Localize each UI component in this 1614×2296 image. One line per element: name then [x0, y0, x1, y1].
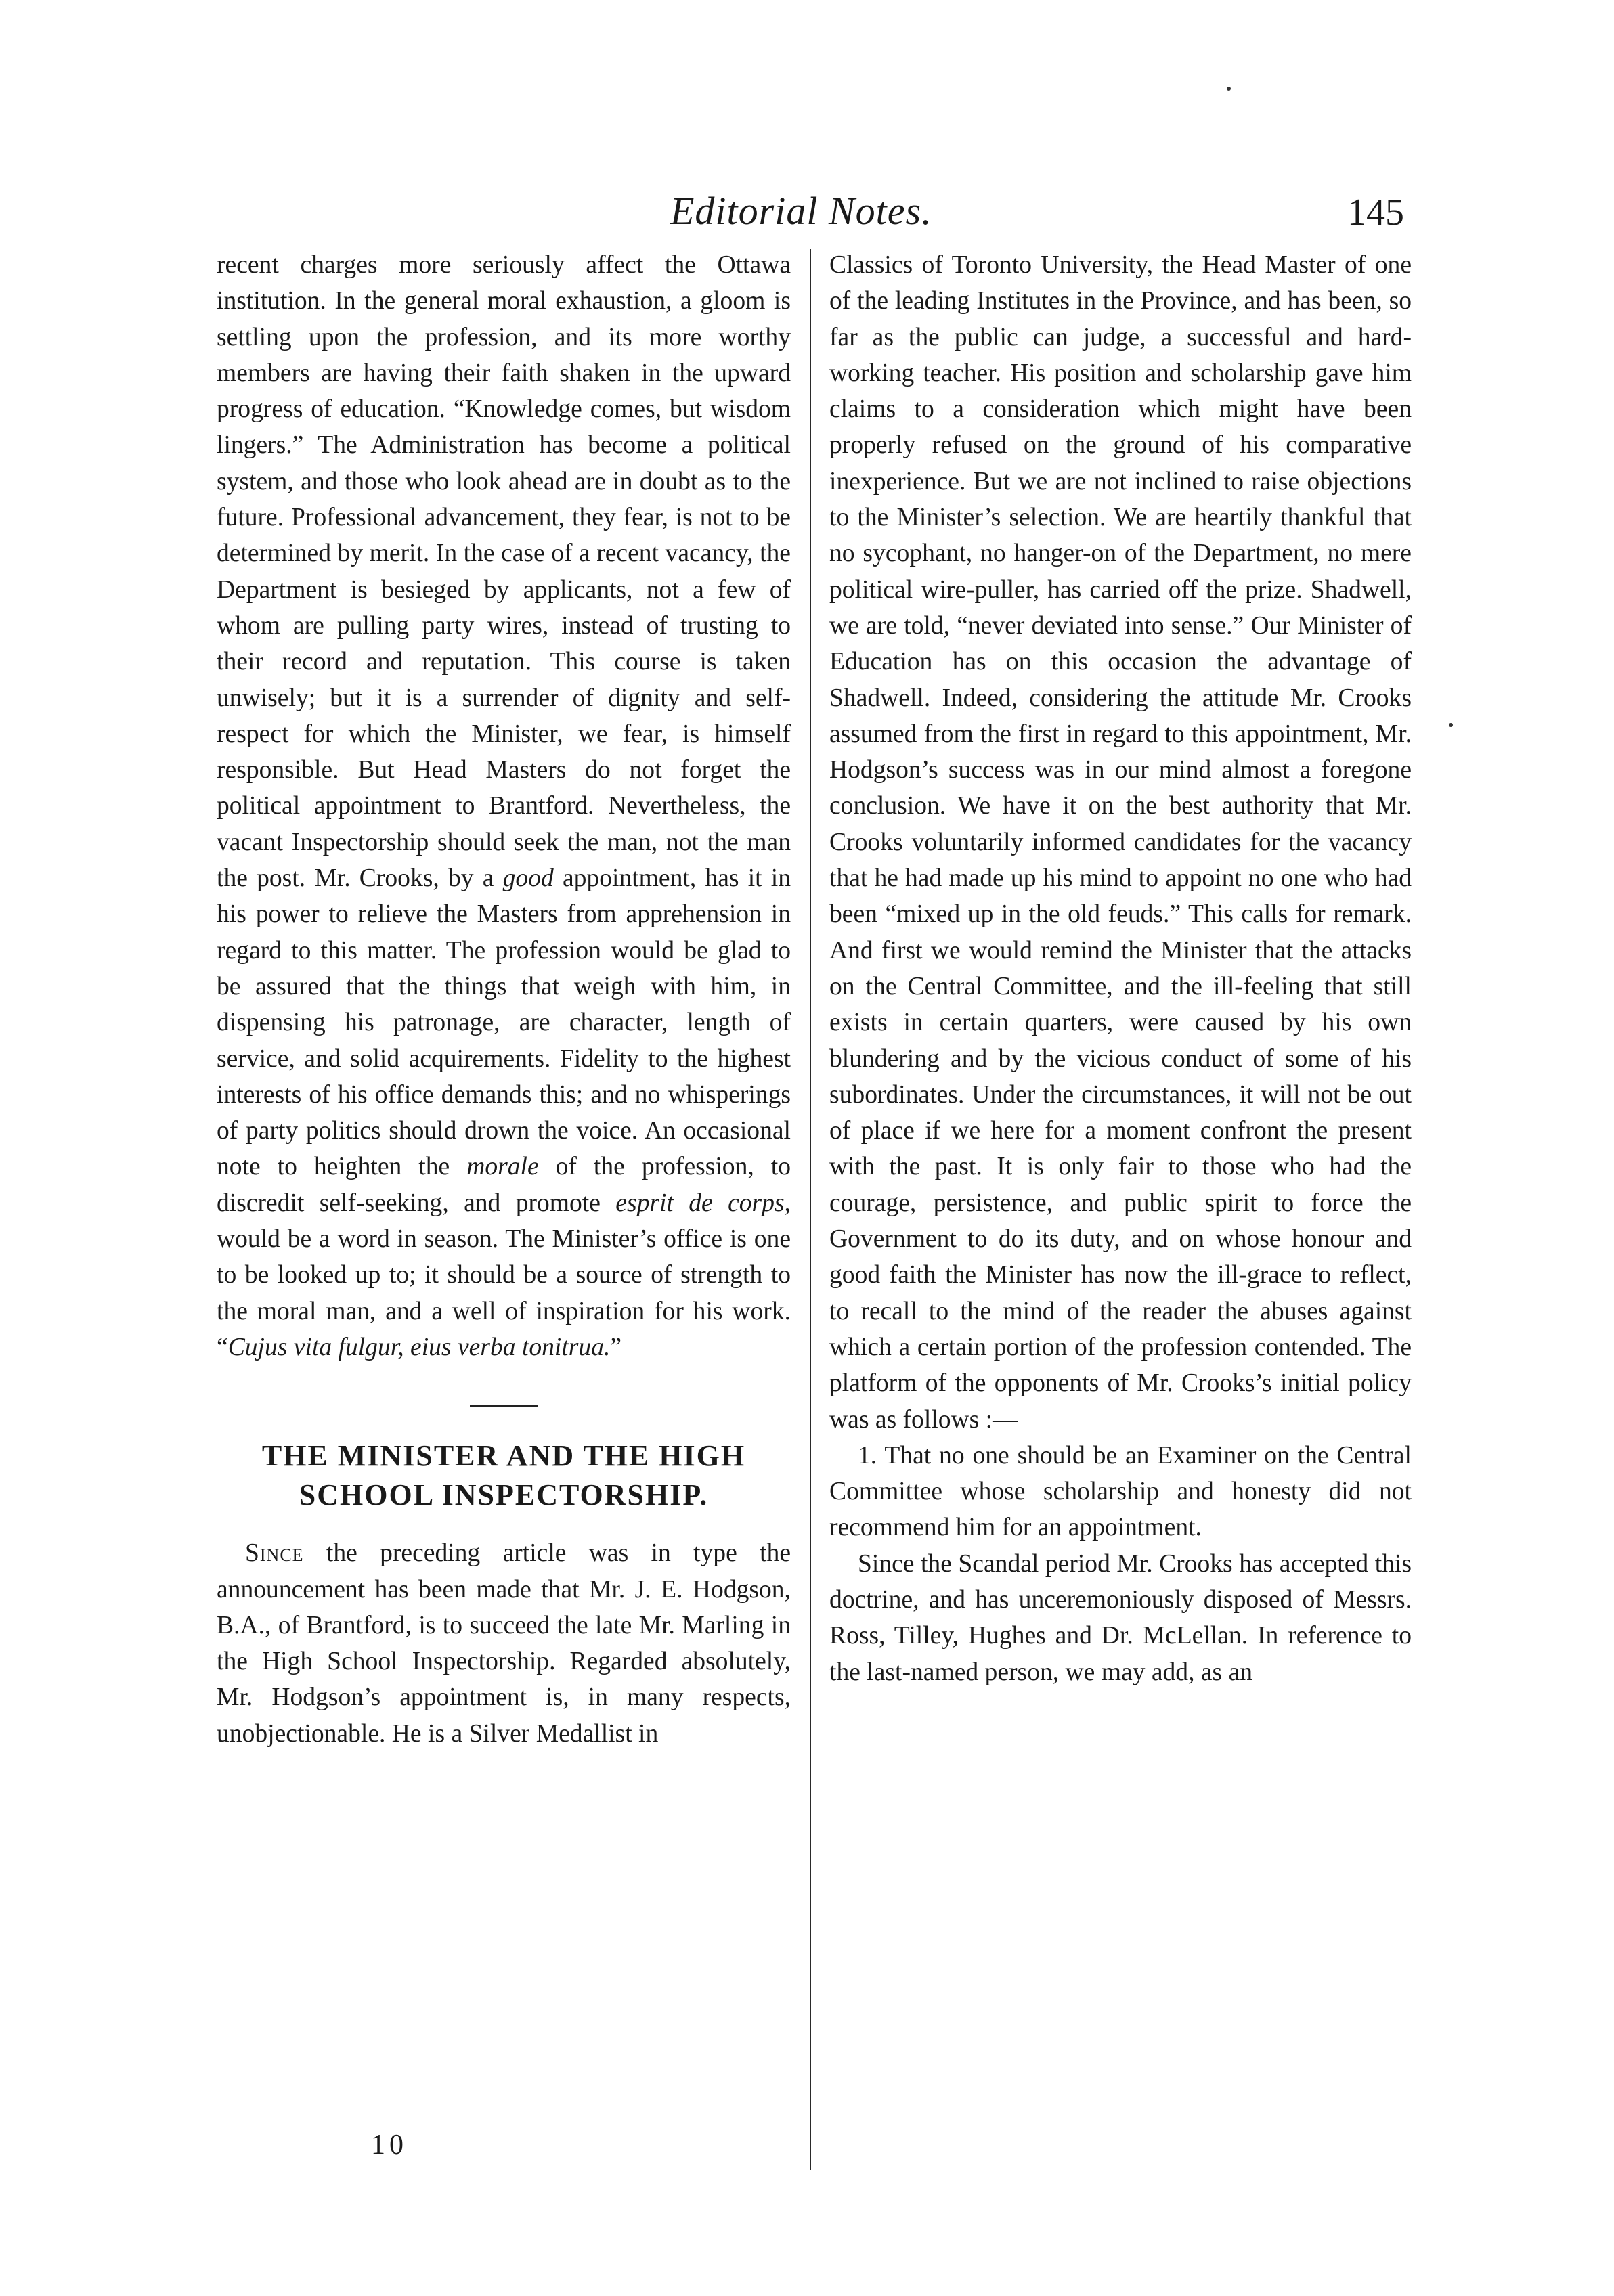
left-column — [217, 247, 791, 1752]
text-run: of the profession, to discredit self-seeking, and promote — [217, 1153, 791, 1217]
print-speck — [1227, 87, 1231, 91]
right-paragraph-1: Classics of Toronto University, the Head Master of one of the leading Institutes in the Province, and has been, so far as the public can judge, a successful and hard-working teacher. His position and scholarship gave him claims to a consideration which might have been properly refused on the ground of his comparative inexperience. But we are not inclined to raise objections to the Minister’s selection. We are heartily thankful that no sycophant, no hanger-on of the Department, no mere political wire-puller, has carried off the prize. Shadwell, we are told, “never deviated into sense.” Our Minister of Education has on this occasion the advantage of Shadwell. Indeed, considering the attitude Mr. Crooks assumed from the first in regard to this appointment, Mr. Hodgson’s success was in our mind almost a foregone conclusion. We have it on the best authority that Mr. Crooks voluntarily informed candidates for the vacancy that he had made up his mind to appoint no one who had been “mixed up in the old feuds.” This calls for remark. And first we would remind the Minister that the attacks on the Central Committee, and the ill-feeling that still exists in certain quarters, were caused by his own blundering and by the vicious conduct of some of his subordinates. Under the circumstances, it will not be out of place if we here for a moment confront the present with the past. It is only fair to those who had the courage, persistence, and public spirit to force the Government to do its duty, and on whose honour and good faith the Minister has now the ill-grace to reflect, to recall to the mind of the reader the abuses against which a certain portion of the profession contended. The platform of the opponents of Mr. Crooks’s initial policy was as follows :— — [829, 251, 1412, 1434]
left-paragraph-2 — [217, 1535, 791, 1752]
italic-esprit-de-corps: esprit de corps — [615, 1189, 785, 1217]
right-column — [829, 247, 1412, 1690]
section-heading: THE MINISTER AND THE HIGH SCHOOL INSPECTORSHIP. — [261, 1439, 746, 1512]
text-run: appointment, has it in his power to relieve the Masters from apprehension in regard to this matter. The profession would be glad to be assured that the things that weigh with him, in dispensing his patronage, are character, length of service, and solid acquirements. Fidelity to the highest interests of his office demands this; and no whisperings of party politics should drown the voice. An occasional note to heighten the — [217, 864, 791, 1181]
right-paragraph-3: Since the Scandal period Mr. Crooks has accepted this doctrine, and has unceremoniously disposed of Messrs. Ross, Tilley, Hughes and Dr. McLellan. In reference to the last-named person, we may add, as an — [829, 1549, 1412, 1686]
italic-good: good — [502, 864, 554, 893]
running-title: Editorial Notes. — [670, 189, 932, 233]
text-run: recent charges more seriously affect the Ottawa institution. In the general moral exhaustion, a gloom is settling upon the profession, and its more worthy members are having their faith shaken in the upward progress of education. “Knowledge comes, but wisdom lingers.” The Administration has become a political system, and those who look ahead are in doubt as to the future. Professional advancement, they fear, is not to be determined by merit. In the case of a recent vacancy, the Department is besieged by applicants, not a few of whom are pulling party wires, instead of trusting to their record and reputation. This course is taken unwisely; but it is a surrender of dignity and self-respect for which the Minister, we fear, is himself responsible. But Head Masters do not forget the political appointment to Brantford. Nevertheless, the vacant Inspectorship should seek the man, not the man the post. Mr. Crooks, by a — [217, 251, 791, 893]
section-divider — [470, 1405, 538, 1407]
text-run: the preceding article was in type the announcement has been made that Mr. J. E. Hodgson, B.A., of Brantford, is to succeed the late Mr. Marling in the High School Inspectorship. Regarded absolutely, Mr. Hodgson’s appointment is, in many respects, unobjectionable. He is a Silver Medallist in — [217, 1539, 791, 1748]
text-run: ” — [610, 1333, 622, 1361]
right-paragraph-2: 1. That no one should be an Examiner on the Central Committee whose scholarship and honesty did not recommend him for an appointment. — [829, 1441, 1412, 1542]
left-paragraph-1 — [217, 247, 791, 1365]
print-speck — [1449, 723, 1453, 727]
signature-mark: 10 — [371, 2129, 408, 2161]
page-number: 145 — [1347, 192, 1404, 234]
latin-quote: Cujus vita fulgur, eius verba tonitrua. — [227, 1333, 611, 1361]
drop-word: Since — [245, 1539, 304, 1568]
running-head — [0, 188, 1614, 242]
italic-morale: morale — [466, 1153, 539, 1181]
text-run: , would be a word in season. The Minister’s office is one to be looked up to; it should be a source of strength to the moral man, and a well of inspiration for his work. “ — [217, 1189, 791, 1361]
column-divider — [810, 249, 811, 2170]
